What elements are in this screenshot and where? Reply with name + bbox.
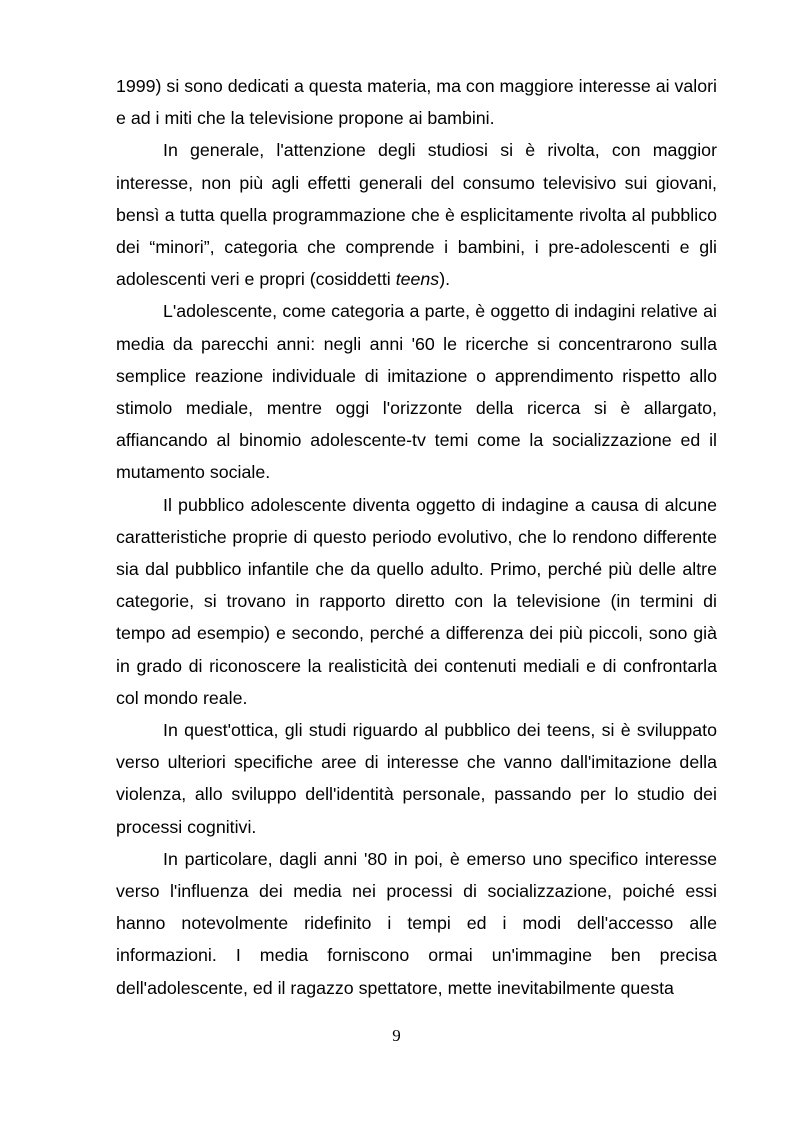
paragraph-1: 1999) si sono dedicati a questa materia, ma con maggiore interesse ai valori e ad i miti che la televisione propone ai bambini. <box>116 76 717 129</box>
paragraph-2-text-end: ). <box>439 269 451 290</box>
paragraph-2-italic-term: teens <box>395 269 440 290</box>
paragraph-6: In particolare, dagli anni '80 in poi, è emerso uno specifico interesse verso l'influenza dei media nei processi di socializzazione, poiché essi hanno notevolmente ridefinito i tempi ed i modi dell'accesso alle informazioni. I media forniscono ormai un'immagine ben precisa dell'adolescente, ed il ragazzo spettatore, mette inevitabilmente questa <box>116 848 717 998</box>
paragraph-4: Il pubblico adolescente diventa oggetto di indagine a causa di alcune caratteristiche proprie di questo periodo evolutivo, che lo rendono differente sia dal pubblico infantile che da quello adulto. Primo, perché più delle altre categorie, si trovano in rapporto diretto con la televisione (in termini di tempo ad esempio) e secondo, perché a differenza dei più piccoli, sono già in grado di riconoscere la realisticità dei contenuti mediali e di confrontarla col mondo reale. <box>116 494 717 708</box>
page-number: 9 <box>392 1026 401 1045</box>
document-body <box>116 70 717 1004</box>
paragraph-5: In quest'ottica, gli studi riguardo al pubblico dei teens, si è sviluppato verso ulteriori specifiche aree di interesse che vanno dall'imitazione della violenza, allo sviluppo dell'identità personale, passando per lo studio dei processi cognitivi. <box>116 720 717 837</box>
paragraph-3: L'adolescente, come categoria a parte, è oggetto di indagini relative ai media da parecchi anni: negli anni '60 le ricerche si concentrarono sulla semplice reazione individuale di imitazione o apprendimento rispetto allo stimolo mediale, mentre oggi l'orizzonte della ricerca si è allargato, affiancando al binomio adolescente-tv temi come la socializzazione ed il mutamento sociale. <box>116 301 717 483</box>
paragraph-2-text: In generale, l'attenzione degli studiosi si è rivolta, con maggior interesse, non più agli effetti generali del consumo televisivo sui giovani, bensì a tutta quella programmazione che è esplicitamente rivolta al pubblico dei “minori”, categoria che comprende i bambini, i pre-adolescenti e gli adolescenti veri e propri (cosiddetti <box>116 140 717 290</box>
paragraph-2 <box>116 134 717 295</box>
